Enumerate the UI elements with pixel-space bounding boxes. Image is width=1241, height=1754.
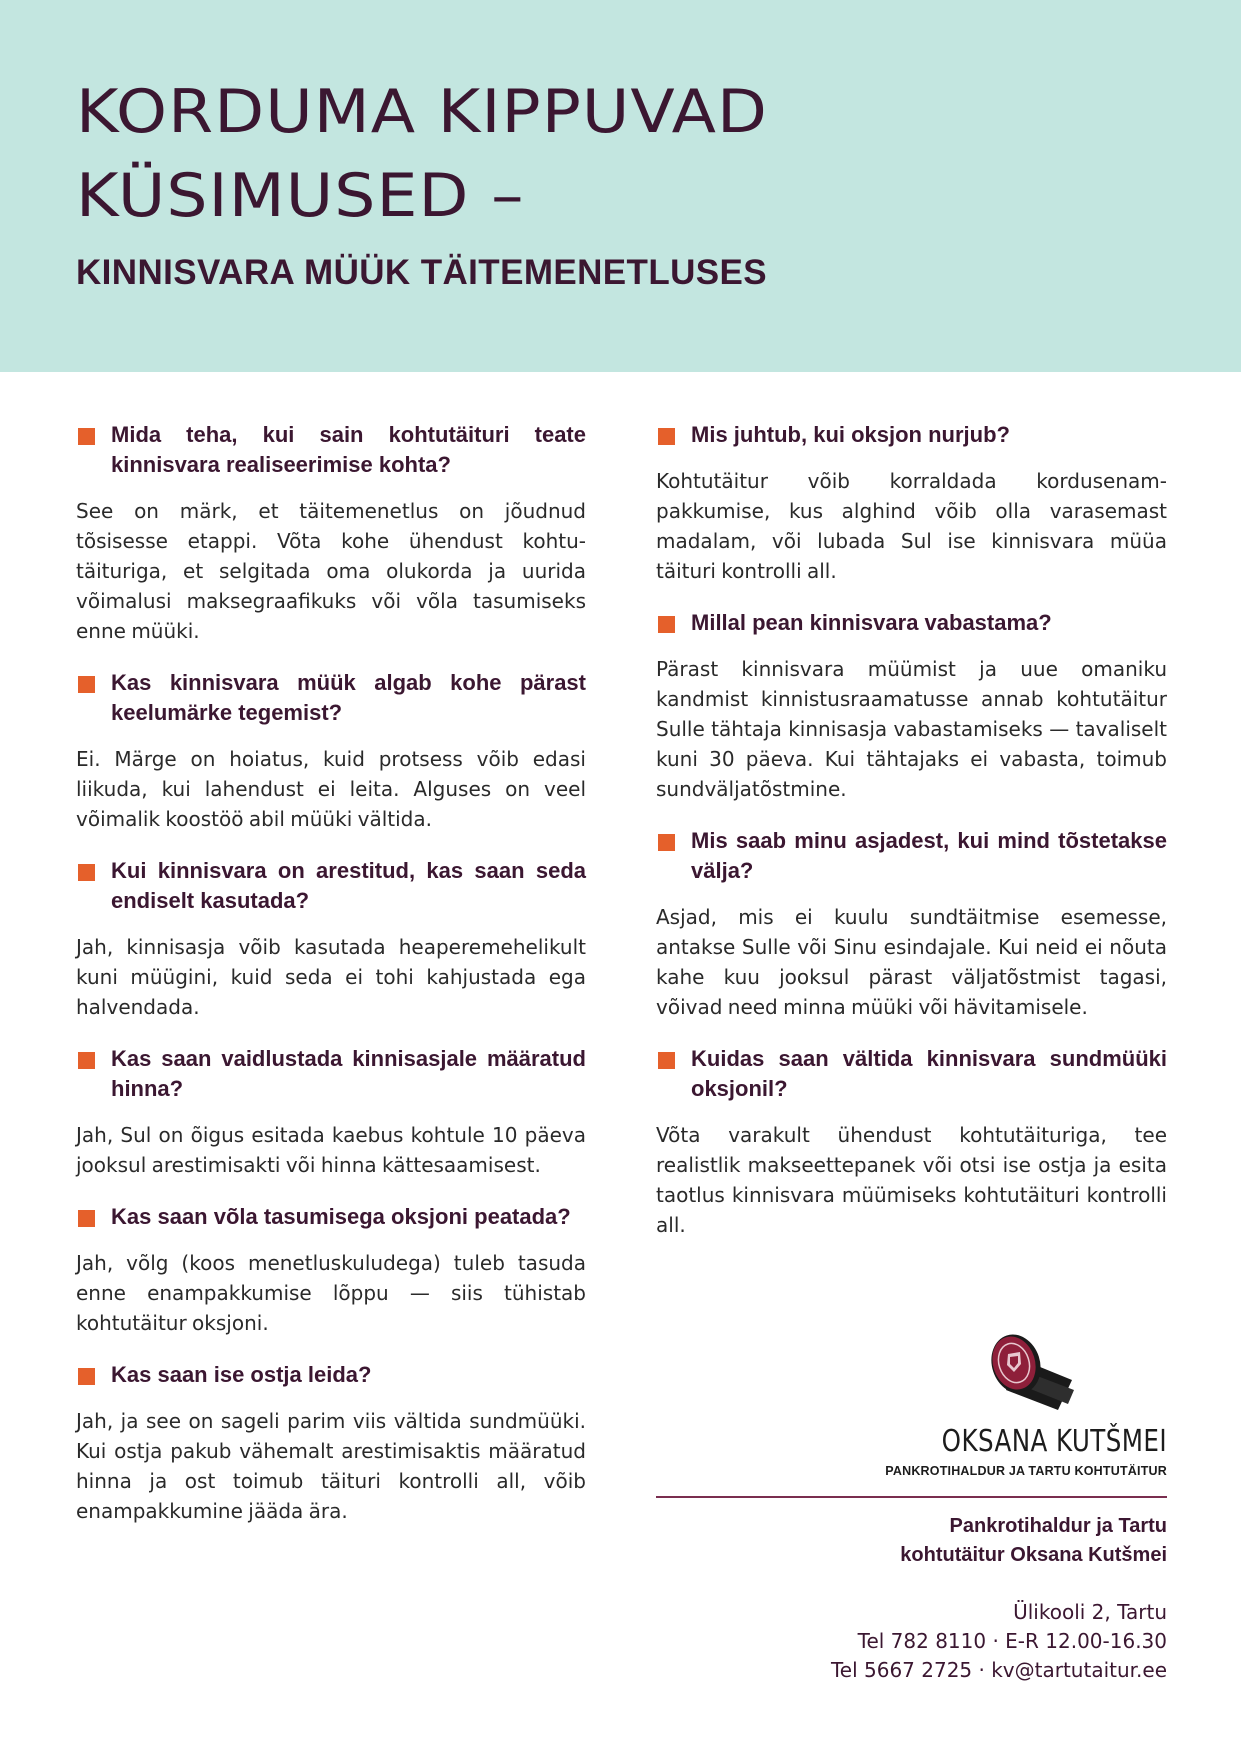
square-bullet-icon (658, 428, 675, 445)
brand-block (870, 1425, 1167, 1481)
faq-item (76, 1360, 586, 1526)
faq-answer: Jah, kinnisasja võib kasutada heaperemehelikult kuni müügini, kuid seda ei tohi kahjustada ega halvendada. (76, 935, 586, 1019)
faq-item (76, 856, 586, 1022)
faq-item (76, 668, 586, 834)
square-bullet-icon (658, 834, 675, 851)
title-line-1: KORDUMA KIPPUVAD (76, 77, 769, 147)
square-bullet-icon (78, 1052, 95, 1069)
stamp-icon (988, 1330, 1088, 1420)
faq-question: Kuidas saan vältida kinnisvara sundmüüki oksjonil? (656, 1044, 1167, 1104)
title-line-2: KÜSIMUSED – (76, 161, 525, 231)
faq-answer: Ei. Märge on hoiatus, kuid protsess võib edasi liikuda, kui lahendust ei leita. Alguses on veel võimalik koostöö abil müüki vältida. (76, 747, 586, 831)
square-bullet-icon (658, 1052, 675, 1069)
faq-answer: Jah, ja see on sageli parim viis vältida sundmüüki. Kui ostja pakub vähemalt arestimisaktis määratud hinna ja ost toimub täituri kontrolli all, võib enampakkumine jääda ära. (76, 1409, 586, 1523)
square-bullet-icon (78, 428, 95, 445)
faq-answer: Võta varakult ühendust kohtutäituriga, tee realistlik makseettepanek või otsi ise ostja ja esita taotlus kinnisvara müümiseks kohtutäituri kontrolli all. (656, 1123, 1167, 1237)
square-bullet-icon (78, 1210, 95, 1227)
faq-item (656, 826, 1167, 1022)
contact-address: Ülikooli 2, Tartu (1013, 1600, 1167, 1624)
page-subtitle: KINNISVARA MÜÜK TÄITEMENETLUSES (76, 253, 768, 292)
faq-answer: Jah, Sul on õigus esitada kaebus kohtule 10 päeva jooksul arestimisakti või hinna kättesaamisest. (76, 1123, 586, 1177)
faq-question: Mis juhtub, kui oksjon nurjub? (656, 420, 1167, 450)
faq-question: Mida teha, kui sain kohtutäituri teate kinnisvara realiseerimise kohta? (76, 420, 586, 480)
faq-answer: Pärast kinnisvara müümist ja uue omaniku kandmist kinnistusraamatusse annab kohtutäitur Sulle tähtaja kinnisasja vabastamiseks — tavaliselt kuni 30 päeva. Kui tähtajaks ei vabasta, toimub sundväljatõstmine. (656, 657, 1167, 801)
faq-question: Kas saan võla tasumisega oksjoni peatada? (76, 1202, 586, 1232)
faq-question: Kas saan vaidlustada kinnisasjale määratud hinna? (76, 1044, 586, 1104)
contact-name-line-2: kohtutäitur Oksana Kutšmei (900, 1544, 1167, 1566)
contact-phone-hours: Tel 782 8110 · E-R 12.00-16.30 (857, 1629, 1167, 1653)
faq-item (656, 1044, 1167, 1240)
faq-question: Millal pean kinnisvara vabastama? (656, 608, 1167, 638)
faq-item (656, 420, 1167, 586)
brand-tagline: PANKROTIHALDUR JA TARTU KOHTUTÄITUR (885, 1464, 1167, 1478)
faq-question: Kas saan ise ostja leida? (76, 1360, 586, 1390)
faq-question: Kui kinnisvara on arestitud, kas saan seda endiselt kasutada? (76, 856, 586, 916)
footer-divider (656, 1496, 1167, 1498)
square-bullet-icon (78, 1368, 95, 1385)
faq-column-right (656, 420, 1167, 1262)
faq-answer: Jah, võlg (koos menetluskuludega) tuleb tasuda enne enampakkumise lõppu — siis tühistab kohtutäitur oksjoni. (76, 1251, 586, 1335)
faq-column-left (76, 420, 586, 1548)
faq-item (656, 608, 1167, 804)
faq-answer: Kohtutäitur võib korraldada kordusenampakkumise, kus alghind võib olla varasemast madalam, või lubada Sul ise kinnisvara müüa täituri kontrolli all. (656, 469, 1167, 583)
contact-name (656, 1512, 1167, 1570)
contact-phone-email: Tel 5667 2725 · kv@tartutaitur.ee (830, 1658, 1167, 1682)
square-bullet-icon (78, 676, 95, 693)
header-banner (0, 0, 1241, 372)
square-bullet-icon (78, 864, 95, 881)
faq-item (76, 420, 586, 646)
faq-item (76, 1044, 586, 1180)
contact-name-line-1: Pankrotihaldur ja Tartu (949, 1515, 1167, 1537)
contact-info (656, 1598, 1167, 1685)
faq-question: Mis saab minu asjadest, kui mind tõstetakse välja? (656, 826, 1167, 886)
page-title (76, 70, 768, 238)
faq-item (76, 1202, 586, 1338)
faq-answer: Asjad, mis ei kuulu sundtäitmise esemesse, antakse Sulle või Sinu esindajale. Kui neid ei nõuta kahe kuu jooksul pärast väljatõstmist tagasi, võivad need minna müüki või hävitamisele. (656, 905, 1167, 1019)
faq-question: Kas kinnisvara müük algab kohe pärast keelumärke tegemist? (76, 668, 586, 728)
faq-answer: See on märk, et täitemenetlus on jõudnud tõsisesse etappi. Võta kohe ühendust kohtutäituriga, et selgitada oma olukorda ja uurida võimalusi maksegraafikuks või võla tasumiseks enne müüki. (76, 499, 586, 643)
square-bullet-icon (658, 616, 675, 633)
brand-name: OKSANA KUTŠMEI (941, 1424, 1167, 1459)
